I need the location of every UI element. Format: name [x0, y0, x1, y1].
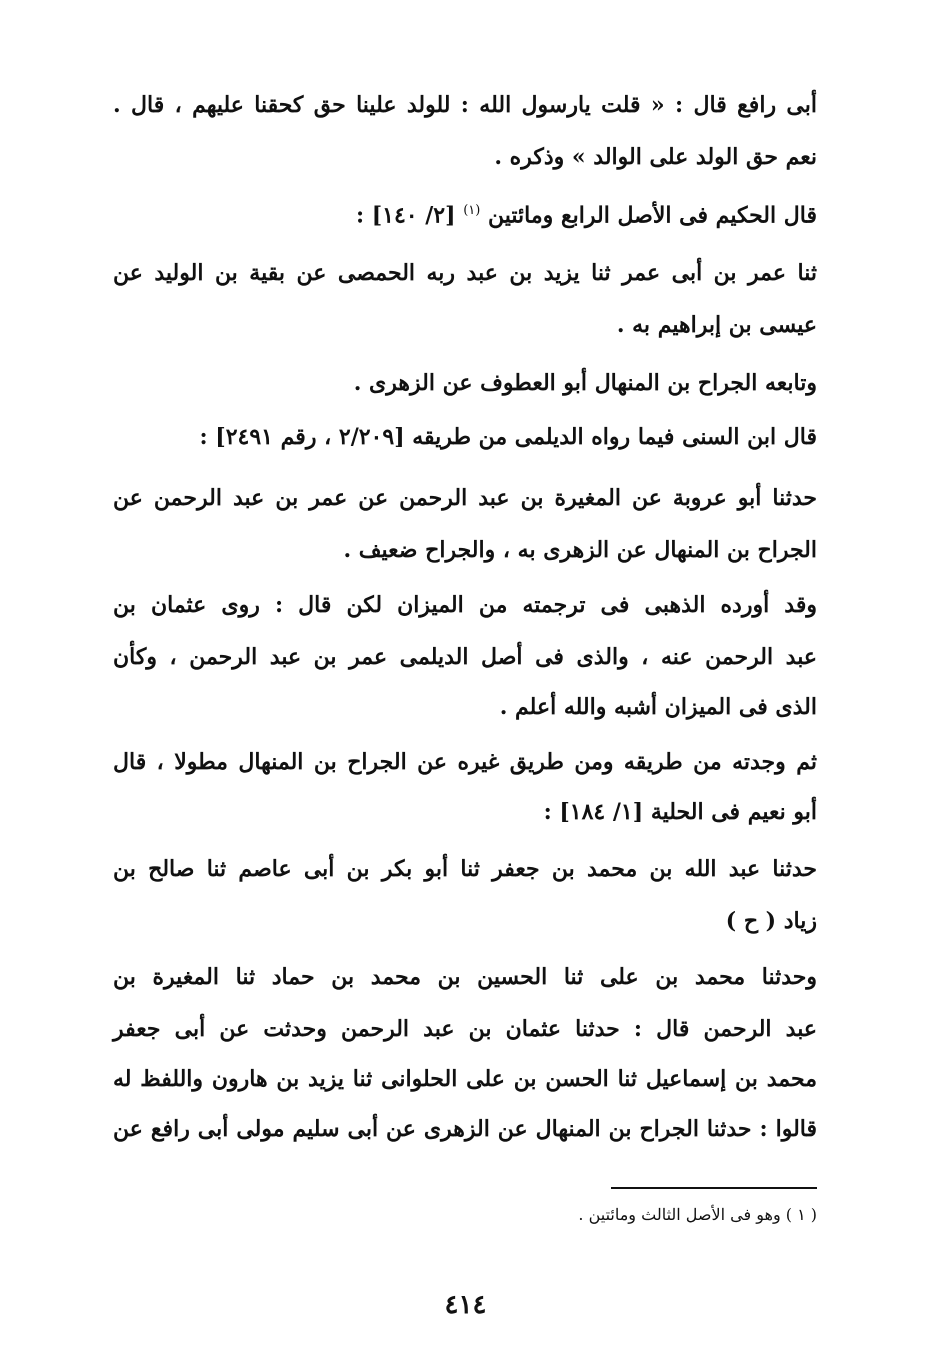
- text-line: ثنا عمر بن أبى عمر ثنا يزيد بن عبد ربه الحمصى عن بقية بن الوليد عن: [113, 260, 817, 286]
- footnote: ( ١ ) وهو فى الأصل الثالث ومائتين .: [578, 1205, 817, 1224]
- text-line: وتابعه الجراح بن المنهال أبو العطوف عن الزهرى .: [353, 370, 817, 396]
- footnote-reference: (١): [463, 203, 481, 218]
- text-line: أبى رافع قال : « قلت يارسول الله : للولد علينا حق كحقنا عليهم ، قال .: [113, 92, 817, 118]
- text-line: وقد أورده الذهبى فى ترجمته من الميزان لكن قال : روى عثمان بن: [113, 592, 817, 618]
- text-line: زياد ( ح ): [725, 908, 817, 934]
- text-line: أبو نعيم فى الحلية [١/ ١٨٤] :: [543, 799, 817, 825]
- text-line: قالوا : حدثنا الجراح بن المنهال عن الزهرى عن أبى سليم مولى أبى رافع عن: [113, 1116, 817, 1142]
- text-segment: [٢/ ١٤٠] :: [355, 202, 456, 229]
- text-line: نعم حق الولد على الوالد » وذكره .: [494, 144, 817, 170]
- text-line: محمد بن إسماعيل ثنا الحسن بن على الحلوانى ثنا يزيد بن هارون واللفظ له: [113, 1066, 817, 1092]
- text-line: عبد الرحمن عنه ، والذى فى أصل الديلمى عمر بن عبد الرحمن ، وكأن: [113, 644, 817, 670]
- text-line: الجراح بن المنهال عن الزهرى به ، والجراح ضعيف .: [343, 537, 817, 563]
- text-line: [113, 194, 817, 232]
- text-line: عبد الرحمن قال : حدثنا عثمان بن عبد الرحمن وحدثت عن أبى جعفر: [113, 1016, 817, 1042]
- text-line: قال ابن السنى فيما رواه الديلمى من طريقه [٢/٢٠٩ ، رقم ٢٤٩١] :: [199, 424, 817, 450]
- footnote-divider: [611, 1187, 817, 1189]
- text-line: الذى فى الميزان أشبه والله أعلم .: [499, 694, 817, 720]
- text-line: وحدثنا محمد بن على ثنا الحسين بن محمد بن حماد ثنا المغيرة بن: [113, 964, 817, 990]
- text-line: حدثنا عبد الله بن محمد بن جعفر ثنا أبو بكر بن أبى عاصم ثنا صالح بن: [113, 856, 817, 882]
- text-line: ثم وجدته من طريقه ومن طريق غيره عن الجراح بن المنهال مطولا ، قال: [113, 749, 817, 775]
- text-segment: قال الحكيم فى الأصل الرابع ومائتين: [488, 202, 817, 229]
- page-number: ٤١٤: [444, 1290, 487, 1320]
- text-line: حدثنا أبو عروبة عن المغيرة بن عبد الرحمن عن عمر بن عبد الرحمن عن: [113, 485, 817, 511]
- text-line: عيسى بن إبراهيم به .: [616, 312, 817, 338]
